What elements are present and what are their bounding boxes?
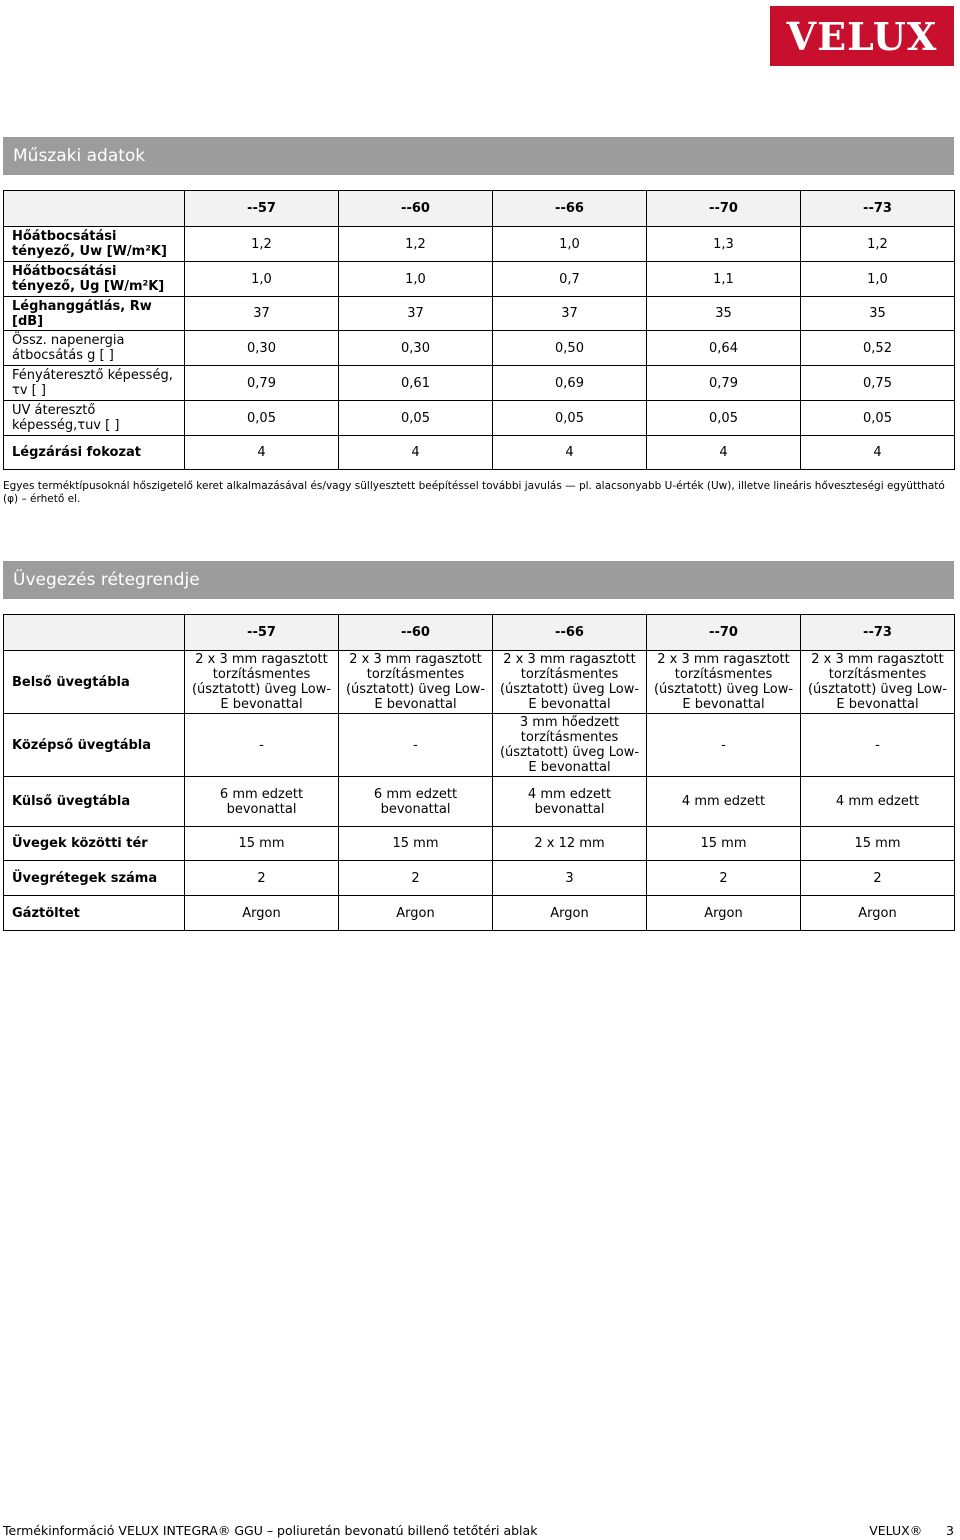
col-header: --73 xyxy=(801,615,955,651)
cell: 6 mm edzett bevonattal xyxy=(185,777,339,827)
cell: 2 xyxy=(339,861,493,896)
cell: 4 xyxy=(185,436,339,470)
row-label: Léghanggátlás, Rw [dB] xyxy=(4,297,185,331)
cell: 2 x 3 mm ragasztott torzításmentes (úsztatott) üveg Low-E bevonattal xyxy=(339,651,493,714)
page-number: 3 xyxy=(946,1523,954,1538)
table-row xyxy=(4,651,955,714)
cell: 1,0 xyxy=(185,262,339,297)
footer-brand: VELUX® xyxy=(869,1523,923,1538)
table-row xyxy=(4,401,955,436)
cell: 37 xyxy=(185,297,339,331)
cell: 3 mm hőedzett torzításmentes (úsztatott) üveg Low-E bevonattal xyxy=(493,714,647,777)
cell: 0,30 xyxy=(185,331,339,366)
cell: 2 x 12 mm xyxy=(493,827,647,861)
row-label: Üvegek közötti tér xyxy=(4,827,185,861)
cell: Argon xyxy=(493,896,647,931)
cell: 0,30 xyxy=(339,331,493,366)
cell: 0,79 xyxy=(647,366,801,401)
col-header: --66 xyxy=(493,191,647,227)
cell: 0,7 xyxy=(493,262,647,297)
table-row xyxy=(4,896,955,931)
cell: 1,1 xyxy=(647,262,801,297)
table-row xyxy=(4,714,955,777)
cell: 0,05 xyxy=(185,401,339,436)
footer-product-line: Termékinformáció VELUX INTEGRA® GGU – poliuretán bevonatú billenő tetőtéri ablak xyxy=(3,1523,538,1538)
glazing-table-header xyxy=(4,615,955,651)
cell: 2 x 3 mm ragasztott torzításmentes (úsztatott) üveg Low-E bevonattal xyxy=(493,651,647,714)
cell: 0,64 xyxy=(647,331,801,366)
row-label: Középső üvegtábla xyxy=(4,714,185,777)
cell: 4 xyxy=(647,436,801,470)
cell: 35 xyxy=(647,297,801,331)
cell: Argon xyxy=(339,896,493,931)
cell: - xyxy=(801,714,955,777)
cell: Argon xyxy=(185,896,339,931)
table-row xyxy=(4,827,955,861)
cell: 4 mm edzett xyxy=(801,777,955,827)
page-footer xyxy=(3,1523,954,1539)
row-label: Gáztöltet xyxy=(4,896,185,931)
cell: - xyxy=(185,714,339,777)
cell: 4 xyxy=(339,436,493,470)
col-header: --57 xyxy=(185,615,339,651)
cell: 1,2 xyxy=(801,227,955,262)
cell: Argon xyxy=(801,896,955,931)
tech-table-header xyxy=(4,191,955,227)
cell: - xyxy=(339,714,493,777)
cell: - xyxy=(647,714,801,777)
cell: 15 mm xyxy=(801,827,955,861)
table-row xyxy=(4,227,955,262)
col-header: --66 xyxy=(493,615,647,651)
cell: 1,3 xyxy=(647,227,801,262)
cell: 0,61 xyxy=(339,366,493,401)
logo-text: VELUX xyxy=(786,13,938,59)
cell: 15 mm xyxy=(185,827,339,861)
cell: 1,0 xyxy=(801,262,955,297)
cell: 2 xyxy=(185,861,339,896)
row-label: Hőátbocsátási tényező, Ug [W/m²K] xyxy=(4,262,185,297)
col-header: --60 xyxy=(339,615,493,651)
row-label: Fényáteresztő képesség, τv [ ] xyxy=(4,366,185,401)
cell: 37 xyxy=(339,297,493,331)
row-label: UV áteresztő képesség,τuv [ ] xyxy=(4,401,185,436)
cell: 2 xyxy=(647,861,801,896)
tech-table xyxy=(3,190,955,470)
cell: Argon xyxy=(647,896,801,931)
cell: 0,05 xyxy=(801,401,955,436)
velux-logo xyxy=(770,6,954,66)
table-row xyxy=(4,366,955,401)
col-header: --70 xyxy=(647,191,801,227)
cell: 0,69 xyxy=(493,366,647,401)
glazing-section-title: Üvegezés rétegrendje xyxy=(3,561,954,599)
cell: 4 mm edzett xyxy=(647,777,801,827)
cell: 0,52 xyxy=(801,331,955,366)
cell: 0,05 xyxy=(647,401,801,436)
cell: 4 xyxy=(493,436,647,470)
table-row xyxy=(4,777,955,827)
cell: 4 mm edzett bevonattal xyxy=(493,777,647,827)
cell: 4 xyxy=(801,436,955,470)
cell: 2 x 3 mm ragasztott torzításmentes (úsztatott) üveg Low-E bevonattal xyxy=(185,651,339,714)
col-header: --57 xyxy=(185,191,339,227)
tech-section-title: Műszaki adatok xyxy=(3,137,954,175)
cell: 3 xyxy=(493,861,647,896)
cell: 1,2 xyxy=(185,227,339,262)
cell: 1,0 xyxy=(493,227,647,262)
row-label: Üvegrétegek száma xyxy=(4,861,185,896)
cell: 2 x 3 mm ragasztott torzításmentes (úsztatott) üveg Low-E bevonattal xyxy=(801,651,955,714)
cell: 0,75 xyxy=(801,366,955,401)
row-label: Belső üvegtábla xyxy=(4,651,185,714)
header-corner xyxy=(4,615,185,651)
row-label: Külső üvegtábla xyxy=(4,777,185,827)
table-row xyxy=(4,297,955,331)
row-label: Hőátbocsátási tényező, Uw [W/m²K] xyxy=(4,227,185,262)
table-row xyxy=(4,262,955,297)
cell: 0,05 xyxy=(339,401,493,436)
row-label: Össz. napenergia átbocsátás g [ ] xyxy=(4,331,185,366)
table-row xyxy=(4,436,955,470)
col-header: --73 xyxy=(801,191,955,227)
cell: 2 x 3 mm ragasztott torzításmentes (úsztatott) üveg Low-E bevonattal xyxy=(647,651,801,714)
footer-page-info xyxy=(869,1523,954,1539)
cell: 0,79 xyxy=(185,366,339,401)
cell: 1,2 xyxy=(339,227,493,262)
tech-note: Egyes terméktípusoknál hőszigetelő keret alkalmazásával és/vagy süllyesztett beépítéssel további javulás — pl. alacsonyabb U-érték (Uw), illetve lineáris hőveszteségi együttható (φ) – érhető el. xyxy=(3,480,945,505)
row-label: Légzárási fokozat xyxy=(4,436,185,470)
cell: 0,05 xyxy=(493,401,647,436)
cell: 35 xyxy=(801,297,955,331)
cell: 6 mm edzett bevonattal xyxy=(339,777,493,827)
col-header: --60 xyxy=(339,191,493,227)
glazing-table xyxy=(3,614,955,931)
cell: 2 xyxy=(801,861,955,896)
header-corner xyxy=(4,191,185,227)
cell: 1,0 xyxy=(339,262,493,297)
table-row xyxy=(4,861,955,896)
cell: 15 mm xyxy=(647,827,801,861)
col-header: --70 xyxy=(647,615,801,651)
cell: 15 mm xyxy=(339,827,493,861)
table-row xyxy=(4,331,955,366)
cell: 0,50 xyxy=(493,331,647,366)
cell: 37 xyxy=(493,297,647,331)
